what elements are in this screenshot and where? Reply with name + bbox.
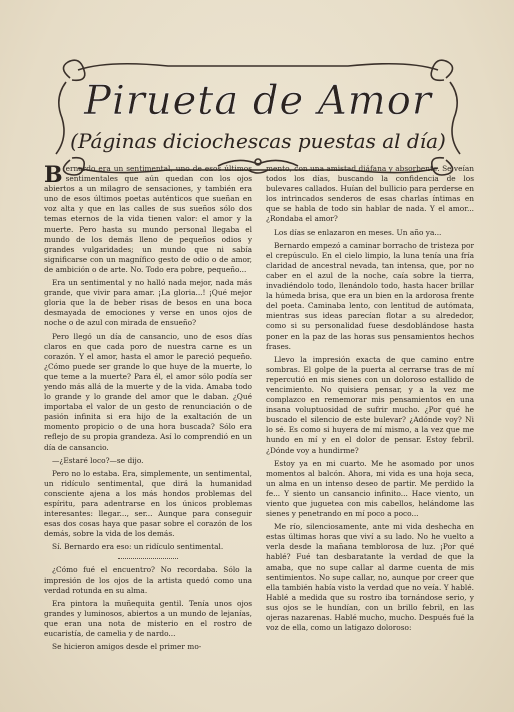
- paragraph-text: ernardo era un sentimental, uno de esos últimos sentimentales que aún quedan con los ojos abiertos a un milagro de sensaciones, y también era uno de esos últimos poetas auténticos que sueñan en voz alta y que en las calles de sus sueños sólo dos temas eternos de la vida tienen valor: el amor y la muerte. Pero hasta su mundo personal llegaba el mundo de los demás lleno de pequeños odios y grandes vulgaridades; un mundo que ni sabía significarse con un magnífico gesto de odio o de amor, de ambición o de arte. No. Todo era pobre, pequeño...: [44, 164, 252, 274]
- paragraph: Estoy ya en mi cuarto. Me he asomado por unos momentos al balcón. Ahora, mi vida es una hoja seca, un alma en un intenso deseo de partir. Me perdido la fe... Y siento un cansancio infinito... Hace viento, un viento que juguetea con mis cabellos, helándome las sienes y penetrando en mí poco a poco...: [266, 458, 474, 519]
- paragraph: Pero llegó un día de cansancio, uno de esos días claros en que cada poro de nuestra carne es un corazón. Y el amor, hasta el amor le pareció pequeño. ¿Cómo puede ser grande lo que huye de la muerte, lo que teme a la muerte? Para él, el amor sólo podía ser yendo más allá de la muerte y de la vida. Amaba todo lo grande y lo grande del amor que le daban. ¿Qué importaba el valor de un gesto de renunciación o de pasión infinita si era hijo de la exaltación de un momento propicio o de una hora buscada? Sólo era reflejo de su propia grandeza. Así lo comprendió en un día de cansancio.: [44, 331, 252, 452]
- section-divider: [118, 558, 178, 559]
- drop-cap: B: [44, 164, 63, 188]
- paragraph: Pero no lo estaba. Era, simplemente, un sentimental, un ridículo sentimental, que dirá la humanidad consciente ajena a los más hondos problemas del espíritu, para adentrarse en los únicos problemas interesantes: llegar..., ser... Aunque para conseguir esas dos cosas haya que pasar sobre el corazón de los demás, sobre la vida de los demás.: [44, 468, 252, 539]
- paragraph: Sí. Bernardo era eso: un ridículo sentimental.: [52, 542, 224, 552]
- column-right: [266, 164, 474, 709]
- article-subtitle: (Páginas diciochescas puestas al día): [70, 129, 446, 153]
- column-left: [44, 164, 252, 709]
- paragraph: [44, 164, 252, 275]
- paragraph: Era pintora la muñequita gentil. Tenía unos ojos grandes y luminosos, abiertos a un mundo de lejanías, que eran una nota de misterio en el rostro de eucaristía, de camelia y de nardo...: [44, 598, 252, 639]
- paragraph: Los días se enlazaron en meses. Un año ya...: [274, 227, 442, 237]
- paragraph: Bernardo empezó a caminar borracho de tristeza por el crepúsculo. En el cielo limpio, la luna tenía una fría claridad de ancestral nevada, tan intensa, que, por no caber en el azul de la noche, caía sobre la tierra, invadiéndolo todo, llenándolo todo, hasta hacer brillar la húmeda brisa, que era un bien en la ardorosa frente del poeta. Caminaba lento, con lentitud de autómata, mientras sus ideas parecían flotar a su alrededor, como si su personalidad fuese desdoblándose hasta poner en la paz de las horas sus pensamientos hechos frases.: [266, 240, 474, 351]
- article-body: [44, 164, 474, 709]
- paragraph: Llevo la impresión exacta de que camino entre sombras. El golpe de la puerta al cerrarse tras de mí repercutió en mis sienes con un doloroso estallido de vencimiento. No quisiera pensar, y a la vez me complazco en rememorar mis pensamientos en una insana voluptuosidad de sufrir mucho. ¿Por qué he buscado el silencio de este bulevar? ¿Adónde voy? Ni lo sé. Es como si huyera de mí mismo, a la vez que me hundo en mí y en el dolor de pensar. Estoy febril. ¿Dónde voy a hundirme?: [266, 354, 474, 455]
- paragraph: Se hicieron amigos desde el primer mo-: [52, 642, 202, 652]
- article-title: Pirueta de Amor: [84, 78, 432, 124]
- paragraph: Era un sentimental y no halló nada mejor, nada más grande, que vivir para amar. ¡La gloria...! ¡Qué mejor gloria que la de beber risas de besos en una boca desmayada de emociones y verse en unos ojos de noche o de azul con mirada de ensueño?: [44, 278, 252, 328]
- paragraph: ¿Cómo fué el encuentro? No recordaba. Sólo la impresión de los ojos de la artista quedó como una verdad rotunda en su alma.: [44, 565, 252, 595]
- paragraph: Me río, silenciosamente, ante mi vida deshecha en estas últimas horas que viví a su lado. No he vuelto a verla desde la mañana temblorosa de luz. ¡Por qué hablé? Fué tan desbaratante la verdad de que la amaba, que no supe callar al darme cuenta de mis sentimientos. No supe callar, no, aunque por creer que ella también había visto la verdad que no veía. Y hablé. Hablé a medida que su rostro iba tornándose serio, y sus ojos se le hundían, con un brillo febril, en las ojeras nazarenas. Hablé mucho, mucho. Después fué la voz de ella, como un latigazo doloroso:: [266, 522, 474, 633]
- paragraph: —¿Estaré loco?—se dijo.: [52, 455, 144, 465]
- title-header: [48, 58, 468, 178]
- paragraph: mento, con una amistad diáfana y absorbente. Se veían todos los días, buscando la confidencia de los bulevares callados. Huían del bullicio para perderse en los intrincados senderos de esas charlas íntimas en que se habla de todo sin hablar de nada. Y el amor... ¿Rondaba el amor?: [266, 164, 474, 224]
